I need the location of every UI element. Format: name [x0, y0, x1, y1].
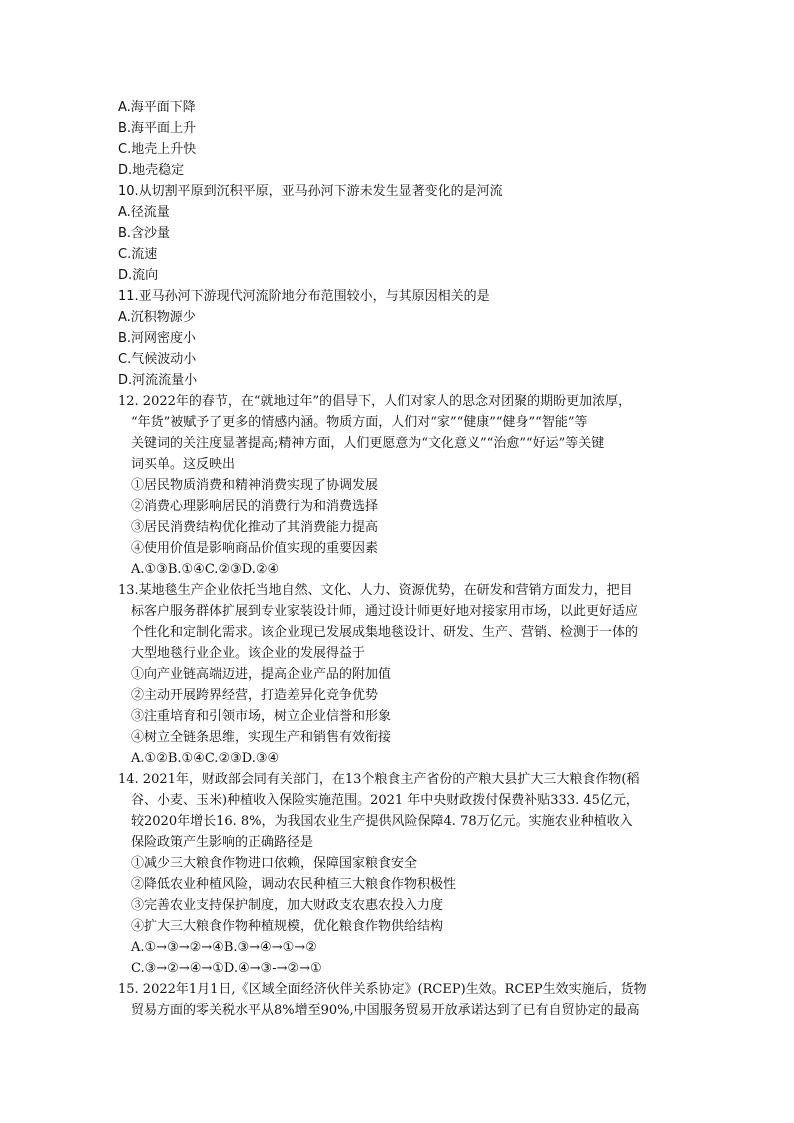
question-15-stem-line: 贸易方面的零关税水平从8%增至90%,中国服务贸易开放承诺达到了已有自贸协定的最高 — [131, 1003, 640, 1018]
question-14-stem-line: 保险政策产生影响的正确路径是 — [131, 835, 314, 850]
question-15-stem-line: 15. 2022年1月1日,《区域全面经济伙伴关系协定》(RCEP)生效。RCEP生效实施后，货物 — [118, 982, 647, 997]
q14-answer-options-cd: C.③→②→④→①D.④→③-→②→① — [131, 961, 322, 976]
question-13-stem-line: 大型地毯行业企业。该企业的发展得益于 — [131, 646, 366, 661]
q13-item-3: ③注重培育和引领市场，树立企业信誉和形象 — [131, 709, 392, 724]
question-14-stem-line: 谷、小麦、玉米)种植收入保险实施范围。2021 年中央财政拨付保费补贴333. 45亿元， — [131, 793, 639, 808]
question-13-stem-line: 标客户服务群体扩展到专业家装设计师，通过设计师更好地对接家用市场，以此更好适应 — [131, 604, 639, 619]
q13-answer-options: A.①②B.①④C.②③D.③④ — [131, 751, 280, 766]
question-14-stem-line: 较2020年增长16. 8%，为我国农业生产提供风险保障4. 78万亿元。实施农业种植收入 — [131, 814, 633, 829]
q9-option-a: A.海平面下降 — [118, 100, 196, 115]
question-12 — [118, 391, 678, 580]
q10-option-d: D.流向 — [118, 268, 159, 283]
question-10-stem: 10.从切割平原到沉积平原，亚马孙河下游未发生显著变化的是河流 — [118, 184, 503, 199]
q13-item-2: ②主动开展跨界经营，打造差异化竞争优势 — [131, 688, 379, 703]
q14-answer-options-ab: A.①→③→②→④B.③→④→①→② — [131, 940, 317, 955]
question-13-stem-line: 个性化和定制化需求。该企业现已发展成集地毯设计、研发、生产、营销、检测于一体的 — [131, 625, 639, 640]
question-13 — [118, 580, 678, 769]
q12-item-3: ③居民消费结构优化推动了其消费能力提高 — [131, 520, 379, 535]
q12-item-4: ④使用价值是影响商品价值实现的重要因素 — [131, 541, 379, 556]
question-11-stem: 11.亚马孙河下游现代河流阶地分布范围较小，与其原因相关的是 — [118, 289, 490, 304]
question-12-stem-line: 12. 2022年的春节，在“就地过年”的倡导下，人们对家人的思念对团聚的期盼更加浓厚， — [118, 394, 632, 409]
q10-option-b: B.含沙量 — [118, 226, 171, 241]
q9-option-c: C.地壳上升快 — [118, 142, 197, 157]
question-12-stem-line: 词买单。这反映出 — [131, 457, 236, 472]
exam-page — [118, 97, 678, 1021]
q12-answer-options: A.①③B.①④C.②③D.②④ — [131, 562, 280, 577]
q12-item-2: ②消费心理影响居民的消费行为和消费选择 — [131, 499, 379, 514]
q11-option-b: B.河网密度小 — [118, 331, 197, 346]
q14-item-2: ②降低农业种植风险，调动农民种植三大粮食作物积极性 — [131, 877, 457, 892]
question-15 — [118, 979, 678, 1021]
q14-item-3: ③完善农业支持保护制度，加大财政支农惠农投入力度 — [131, 898, 444, 913]
question-10 — [118, 181, 678, 286]
q13-item-1: ①向产业链高端迈进，提高企业产品的附加值 — [131, 667, 392, 682]
q12-item-1: ①居民物质消费和精神消费实现了协调发展 — [131, 478, 379, 493]
q14-item-1: ①减少三大粮食作物进口依赖，保障国家粮食安全 — [131, 856, 418, 871]
q10-option-a: A.径流量 — [118, 205, 170, 220]
q14-item-4: ④扩大三大粮食作物种植规模，优化粮食作物供给结构 — [131, 919, 444, 934]
q11-option-c: C.气候波动小 — [118, 352, 197, 367]
q9-option-b: B.海平面上升 — [118, 121, 197, 136]
question-13-stem-line: 13.某地毯生产企业依托当地自然、文化、人力、资源优势，在研发和营销方面发力，把目 — [118, 583, 633, 598]
q9-option-d: D.地壳稳定 — [118, 163, 185, 178]
question-12-stem-line: 关键词的关注度显著提高;精神方面，人们更愿意为“文化意义”“治愈”“好运”等关键 — [131, 436, 605, 451]
question-14-stem-line: 14. 2021年，财政部会同有关部门，在13个粮食主产省份的产粮大县扩大三大粮食作物(稻 — [118, 772, 640, 787]
q11-option-d: D.河流流量小 — [118, 373, 198, 388]
question-11 — [118, 286, 678, 391]
question-14 — [118, 769, 678, 979]
q9-option-list — [118, 97, 678, 181]
q13-item-4: ④树立全链条思维，实现生产和销售有效衔接 — [131, 730, 392, 745]
question-12-stem-line: “年货”被赋予了更多的情感内涵。物质方面，人们对“家”“健康”“健身”“智能”等 — [131, 415, 588, 430]
q10-option-c: C.流速 — [118, 247, 158, 262]
q11-option-a: A.沉积物源少 — [118, 310, 196, 325]
